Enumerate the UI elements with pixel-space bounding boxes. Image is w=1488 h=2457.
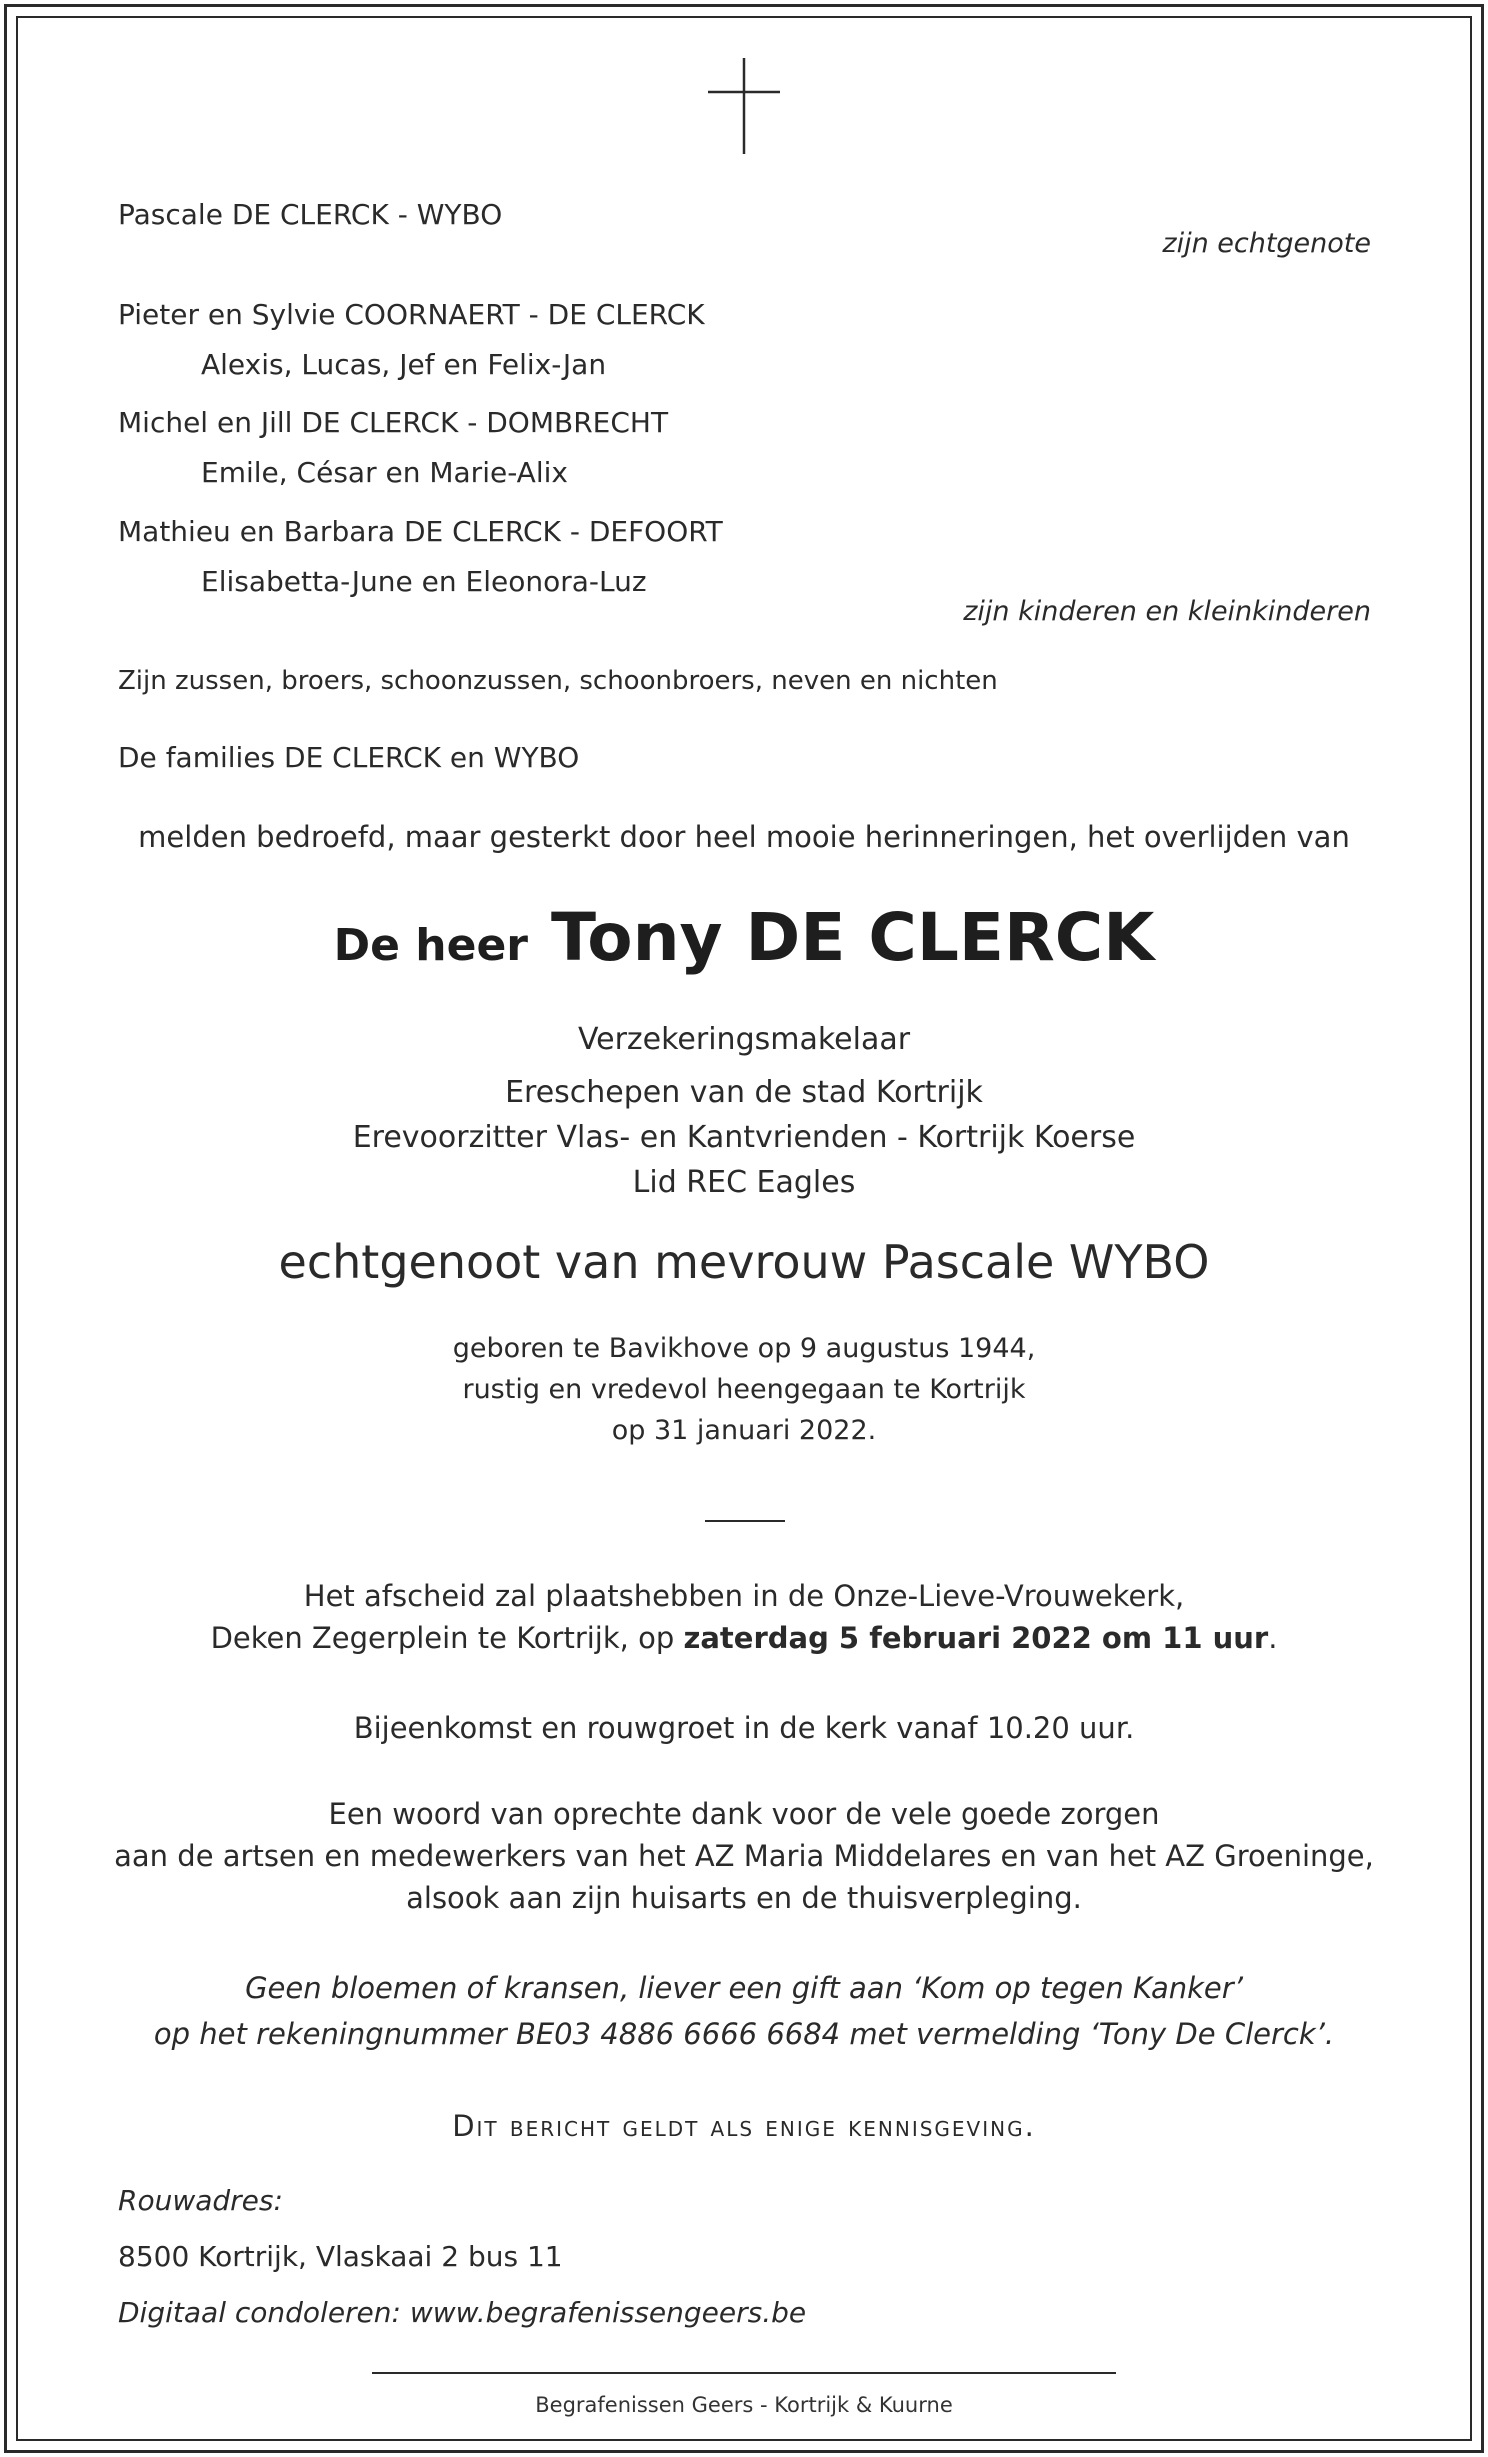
passed-line: rustig en vredevol heengegaan te Kortrijk — [462, 1374, 1026, 1405]
cross-icon — [708, 58, 780, 154]
siblings-line: Zijn zussen, broers, schoonzussen, schoonbroers, neven en nichten — [118, 666, 998, 696]
thanks-line-1: Een woord van oprechte dank voor de vele goede zorgen — [328, 1797, 1160, 1831]
grandchildren-3: Elisabetta-June en Eleonora-Luz — [201, 565, 647, 598]
funeral-location: Deken Zegerplein te Kortrijk, op — [210, 1621, 684, 1655]
grandchildren-1: Alexis, Lucas, Jef en Felix-Jan — [201, 348, 607, 381]
funeral-line-1: Het afscheid zal plaatshebben in de Onze-Lieve-Vrouwekerk, — [303, 1579, 1185, 1613]
funeral-line-end: . — [1268, 1621, 1278, 1655]
funeral-line-2 — [0, 1616, 1488, 1660]
child-family-1: Pieter en Sylvie COORNAERT - DE CLERCK — [118, 298, 705, 331]
spouse-relation: zijn echtgenote — [1162, 228, 1371, 259]
announcement: melden bedroefd, maar gesterkt door heel mooie herinneringen, het overlijden van — [138, 820, 1350, 854]
families-line: De families DE CLERCK en WYBO — [118, 741, 580, 774]
spouse-line: echtgenoot van mevrouw Pascale WYBO — [278, 1235, 1210, 1289]
date-line: op 31 januari 2022. — [611, 1415, 877, 1446]
separator — [705, 1520, 785, 1522]
children-relation: zijn kinderen en kleinkinderen — [963, 596, 1371, 627]
funeral-date: zaterdag 5 februari 2022 om 11 uur — [683, 1621, 1269, 1655]
title-1: Verzekeringsmakelaar — [577, 1022, 911, 1057]
born-line: geboren te Bavikhove op 9 augustus 1944, — [452, 1333, 1036, 1364]
footer-divider — [372, 2372, 1116, 2374]
mourning-label: Rouwadres: — [118, 2184, 283, 2217]
flowers-line-1: Geen bloemen of kransen, liever een gift aan ‘Kom op tegen Kanker’ — [245, 1971, 1243, 2005]
spouse-name: Pascale DE CLERCK - WYBO — [118, 198, 503, 231]
deceased-prefix: De heer — [333, 920, 528, 971]
deceased-name-line — [0, 898, 1488, 986]
mourning-address: 8500 Kortrijk, Vlaskaai 2 bus 11 — [118, 2240, 563, 2273]
title-3: Erevoorzitter Vlas- en Kantvrienden - Kortrijk Koerse — [352, 1120, 1136, 1155]
thanks-line-3: alsook aan zijn huisarts en de thuisverpleging. — [406, 1881, 1082, 1915]
child-family-2: Michel en Jill DE CLERCK - DOMBRECHT — [118, 406, 669, 439]
thanks-line-2: aan de artsen en medewerkers van het AZ Maria Middelares en van het AZ Groeninge, — [114, 1839, 1374, 1873]
deceased-name: Tony DE CLERCK — [550, 899, 1155, 976]
birth-info — [0, 1328, 1488, 1451]
title-4: Lid REC Eagles — [632, 1165, 856, 1200]
child-family-3: Mathieu en Barbara DE CLERCK - DEFOORT — [118, 515, 723, 548]
notice: Dit bericht geldt als enige kennisgeving. — [452, 2109, 1036, 2143]
gathering-line: Bijeenkomst en rouwgroet in de kerk vanaf 10.20 uur. — [353, 1711, 1135, 1745]
condolences-link[interactable]: Digitaal condoleren: www.begrafenissengeers.be — [118, 2296, 807, 2329]
flowers-line-2: op het rekeningnummer BE03 4886 6666 6684 met vermelding ‘Tony De Clerck’. — [153, 2017, 1335, 2051]
grandchildren-2: Emile, César en Marie-Alix — [201, 456, 568, 489]
footer-text: Begrafenissen Geers - Kortrijk & Kuurne — [535, 2393, 953, 2417]
title-2: Ereschepen van de stad Kortrijk — [505, 1075, 983, 1110]
